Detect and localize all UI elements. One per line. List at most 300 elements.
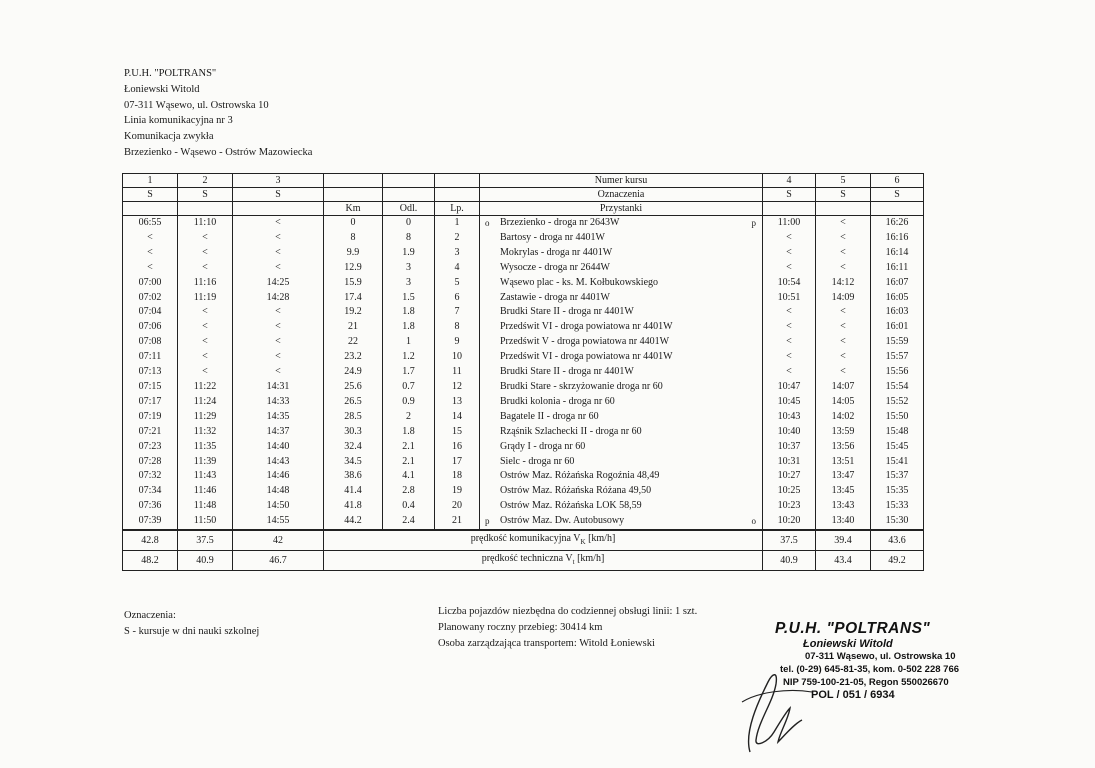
stop-name-cell [480,499,763,514]
mark-cell: S [763,188,816,202]
timetable-row [123,365,924,380]
distance-cell: 1.9 [383,246,435,261]
stop-name: Rząśnik Szlachecki II - droga nr 60 [500,425,642,437]
departure-time-cell: 07:32 [123,469,178,484]
departure-time-cell: 10:25 [763,484,816,499]
transport-manager-note: Osoba zarządzająca transportem: Witold Łoniewski [438,638,655,649]
blank-cell [324,188,383,202]
departure-time-cell: 14:33 [233,395,324,410]
stop-name: Brudki Stare II - droga nr 4401W [500,366,634,378]
course-number-cell: 4 [763,174,816,188]
blank-cell [233,202,324,216]
departure-time-cell: 13:47 [816,469,871,484]
departure-time-cell: 07:19 [123,410,178,425]
km-cell: 0 [324,216,383,231]
mark-cell: S [871,188,924,202]
departure-time-cell: 10:31 [763,455,816,470]
departure-time-cell: 11:50 [178,514,233,530]
technical-speed-label [324,551,763,571]
departure-time-cell: < [816,261,871,276]
stop-name-cell [480,335,763,350]
departure-time-cell: 15:48 [871,425,924,440]
distance-cell: 2.1 [383,440,435,455]
blank-cell [123,202,178,216]
departure-time-cell: 10:43 [763,410,816,425]
departure-time-cell: 11:46 [178,484,233,499]
km-cell: 9.9 [324,246,383,261]
departure-time-cell: 15:41 [871,455,924,470]
stop-mark-start: p [485,516,490,527]
speed-value: 40.9 [178,551,233,571]
distance-cell: 0 [383,216,435,231]
departure-time-cell: < [178,335,233,350]
departure-time-cell: < [233,320,324,335]
departure-time-cell: 07:11 [123,350,178,365]
departure-time-cell: 10:51 [763,291,816,306]
speed-value: 49.2 [871,551,924,571]
speed-label-sub: K [580,538,586,547]
stop-name: Ostrów Maz. Różańska Rogoźnia 48,49 [500,470,660,482]
departure-time-cell: < [233,335,324,350]
stop-name-cell [480,410,763,425]
km-cell: 17.4 [324,291,383,306]
departure-time-cell: < [233,365,324,380]
stop-number-cell: 5 [435,276,480,291]
document-header [124,66,312,161]
blank-cell [435,174,480,188]
stop-name: Brudki Stare - skrzyżowanie droga nr 60 [500,380,663,392]
stop-name-cell [480,469,763,484]
km-cell: 30.3 [324,425,383,440]
stop-name-cell [480,514,763,530]
stop-name-cell [480,425,763,440]
departure-time-cell: 14:46 [233,469,324,484]
km-cell: 41.8 [324,499,383,514]
stop-number-cell: 20 [435,499,480,514]
departure-time-cell: 07:39 [123,514,178,530]
distance-cell: 2.1 [383,455,435,470]
distance-cell: 2 [383,410,435,425]
blank-cell [324,174,383,188]
marks-row [123,188,924,202]
speed-label-unit: [km/h] [585,533,616,545]
distance-cell: 3 [383,261,435,276]
timetable-row [123,276,924,291]
km-cell: 19.2 [324,305,383,320]
departure-time-cell: < [816,350,871,365]
course-number-label: Numer kursu [480,174,763,188]
blank-cell [871,202,924,216]
stop-name-cell [480,484,763,499]
departure-time-cell: 10:40 [763,425,816,440]
departure-time-cell: < [816,305,871,320]
stamp-address: 07-311 Wąsewo, ul. Ostrowska 10 [805,651,956,662]
departure-time-cell: 14:28 [233,291,324,306]
km-cell: 15.9 [324,276,383,291]
departure-time-cell: 16:11 [871,261,924,276]
mark-cell: S [123,188,178,202]
departure-time-cell: 07:13 [123,365,178,380]
km-cell: 23.2 [324,350,383,365]
departure-time-cell: 15:52 [871,395,924,410]
stop-name: Ostrów Maz. Dw. Autobusowy [500,515,625,527]
blank-cell [816,202,871,216]
blank-cell [763,202,816,216]
departure-time-cell: 16:07 [871,276,924,291]
company-address: 07-311 Wąsewo, ul. Ostrowska 10 [124,99,269,111]
stop-number-cell: 6 [435,291,480,306]
handwritten-signature [728,662,818,757]
departure-time-cell: < [763,246,816,261]
departure-time-cell: 15:59 [871,335,924,350]
stop-name-cell [480,216,763,231]
departure-time-cell: 06:55 [123,216,178,231]
speed-value: 43.4 [816,551,871,571]
departure-time-cell: 11:39 [178,455,233,470]
departure-time-cell: 11:00 [763,216,816,231]
departure-time-cell: 14:12 [816,276,871,291]
route-name: Brzezienko - Wąsewo - Ostrów Mazowiecka [124,146,313,158]
departure-time-cell: 16:26 [871,216,924,231]
technical-speed-row [123,551,924,571]
departure-time-cell: 13:40 [816,514,871,530]
departure-time-cell: < [178,231,233,246]
stop-name: Brudki Stare II - droga nr 4401W [500,306,634,318]
departure-time-cell: 11:43 [178,469,233,484]
departure-time-cell: < [816,246,871,261]
departure-time-cell: 07:34 [123,484,178,499]
timetable-row [123,216,924,231]
stop-number-cell: 21 [435,514,480,530]
timetable-row [123,335,924,350]
departure-time-cell: 14:48 [233,484,324,499]
departure-time-cell: 07:36 [123,499,178,514]
departure-time-cell: 11:24 [178,395,233,410]
stop-number-cell: 15 [435,425,480,440]
departure-time-cell: < [816,365,871,380]
departure-time-cell: 15:50 [871,410,924,425]
mark-cell: S [233,188,324,202]
departure-time-cell: 11:32 [178,425,233,440]
km-cell: 25.6 [324,380,383,395]
departure-time-cell: 15:45 [871,440,924,455]
departure-time-cell: 10:27 [763,469,816,484]
stop-number-cell: 14 [435,410,480,425]
stop-number-cell: 10 [435,350,480,365]
speed-value: 42.8 [123,530,178,551]
departure-time-cell: < [763,261,816,276]
departure-time-cell: 07:21 [123,425,178,440]
speed-label-text: prędkość komunikacyjna V [470,533,581,545]
stop-name: Wąsewo plac - ks. M. Kołbukowskiego [500,276,659,288]
timetable-row [123,455,924,470]
column-header-row [123,202,924,216]
commercial-speed-row [123,530,924,551]
departure-time-cell: 07:08 [123,335,178,350]
departure-time-cell: < [123,261,178,276]
departure-time-cell: < [233,216,324,231]
departure-time-cell: < [123,246,178,261]
departure-time-cell: 16:01 [871,320,924,335]
stop-name: Ostrów Maz. Różańska LOK 58,59 [500,500,642,512]
stop-name: Mokrylas - droga nr 4401W [500,246,613,258]
stop-name: Bagatele II - droga nr 60 [500,410,599,422]
distance-cell: 0.7 [383,380,435,395]
departure-time-cell: 11:16 [178,276,233,291]
speed-value: 37.5 [178,530,233,551]
departure-time-cell: 11:48 [178,499,233,514]
timetable-row [123,410,924,425]
stamp-company: P.U.H. "POLTRANS" [775,620,931,637]
legend-title: Oznaczenia: [124,610,176,621]
departure-time-cell: 07:06 [123,320,178,335]
departure-time-cell: < [816,231,871,246]
course-number-cell: 1 [123,174,178,188]
speed-value: 42 [233,530,324,551]
speed-value: 40.9 [763,551,816,571]
departure-time-cell: 14:05 [816,395,871,410]
lp-header: Lp. [435,202,480,216]
departure-time-cell: < [233,305,324,320]
timetable [122,173,924,571]
timetable-row [123,499,924,514]
course-number-cell: 6 [871,174,924,188]
timetable-body [123,216,924,531]
stop-number-cell: 18 [435,469,480,484]
distance-cell: 0.9 [383,395,435,410]
stop-name-cell [480,395,763,410]
departure-time-cell: < [816,216,871,231]
stop-number-cell: 16 [435,440,480,455]
departure-time-cell: 10:45 [763,395,816,410]
stop-name-cell [480,246,763,261]
stop-name-cell [480,305,763,320]
stop-name: Przedświt V - droga powiatowa nr 4401W [500,336,670,348]
course-number-cell: 5 [816,174,871,188]
departure-time-cell: 07:02 [123,291,178,306]
distance-cell: 0.4 [383,499,435,514]
mark-cell: S [178,188,233,202]
departure-time-cell: 10:54 [763,276,816,291]
km-cell: 32.4 [324,440,383,455]
departure-time-cell: < [816,335,871,350]
stop-mark-end: p [751,218,756,228]
stop-name: Wysocze - droga nr 2644W [500,261,610,273]
stop-name-cell [480,291,763,306]
speed-value: 37.5 [763,530,816,551]
course-number-cell: 3 [233,174,324,188]
departure-time-cell: 11:22 [178,380,233,395]
stop-name-cell [480,380,763,395]
departure-time-cell: 14:43 [233,455,324,470]
distance-cell: 1.2 [383,350,435,365]
speed-value: 48.2 [123,551,178,571]
departure-time-cell: < [763,231,816,246]
km-cell: 22 [324,335,383,350]
stamp-code: POL / 051 / 6934 [811,689,895,701]
departure-time-cell: 13:56 [816,440,871,455]
stop-name: Brudki kolonia - droga nr 60 [500,395,615,407]
timetable-row [123,350,924,365]
departure-time-cell: < [178,350,233,365]
stop-name-cell [480,455,763,470]
timetable-row [123,484,924,499]
departure-time-cell: 07:17 [123,395,178,410]
stop-name-cell [480,320,763,335]
km-cell: 8 [324,231,383,246]
departure-time-cell: 14:40 [233,440,324,455]
departure-time-cell: 11:10 [178,216,233,231]
departure-time-cell: 13:45 [816,484,871,499]
distance-cell: 1.8 [383,425,435,440]
departure-time-cell: 16:03 [871,305,924,320]
distance-cell: 1.5 [383,291,435,306]
stop-name: Bartosy - droga nr 4401W [500,231,605,243]
departure-time-cell: < [178,305,233,320]
departure-time-cell: 16:14 [871,246,924,261]
departure-time-cell: < [763,335,816,350]
stop-number-cell: 8 [435,320,480,335]
stop-name-cell [480,261,763,276]
stop-number-cell: 19 [435,484,480,499]
departure-time-cell: 16:16 [871,231,924,246]
blank-cell [178,202,233,216]
legend-line: S - kursuje w dni nauki szkolnej [124,625,260,637]
departure-time-cell: 15:37 [871,469,924,484]
km-cell: 21 [324,320,383,335]
notes [438,604,697,652]
departure-time-cell: 15:54 [871,380,924,395]
km-cell: 26.5 [324,395,383,410]
blank-cell [383,188,435,202]
speed-label-sub: t [572,558,575,567]
speed-value: 43.6 [871,530,924,551]
departure-time-cell: 14:55 [233,514,324,530]
timetable-row [123,469,924,484]
timetable-row [123,425,924,440]
stop-mark-end: o [751,516,756,527]
course-number-cell: 2 [178,174,233,188]
distance-cell: 3 [383,276,435,291]
departure-time-cell: 07:00 [123,276,178,291]
departure-time-cell: < [763,350,816,365]
speed-value: 46.7 [233,551,324,571]
departure-time-cell: < [233,246,324,261]
departure-time-cell: 15:57 [871,350,924,365]
stop-name: Zastawie - droga nr 4401W [500,291,610,303]
departure-time-cell: 15:30 [871,514,924,530]
departure-time-cell: < [763,320,816,335]
departure-time-cell: < [763,305,816,320]
stop-name: Brzezienko - droga nr 2643W [500,217,620,228]
timetable-row [123,305,924,320]
speed-label-text: prędkość techniczna V [481,553,573,565]
timetable-row [123,380,924,395]
departure-time-cell: 07:04 [123,305,178,320]
course-number-row [123,174,924,188]
stop-name: Grądy I - droga nr 60 [500,440,586,452]
stop-name-cell [480,350,763,365]
company-name: P.U.H. "POLTRANS" [124,68,217,79]
km-header: Km [324,202,383,216]
speed-value: 39.4 [816,530,871,551]
km-cell: 44.2 [324,514,383,530]
annual-mileage-note: Planowany roczny przebieg: 30414 km [438,622,603,633]
stop-number-cell: 3 [435,246,480,261]
timetable-row [123,440,924,455]
km-cell: 28.5 [324,410,383,425]
timetable-row [123,320,924,335]
timetable-row [123,246,924,261]
distance-cell: 1 [383,335,435,350]
stamp-ids: NIP 759-100-21-05, Regon 550026670 [783,677,949,688]
distance-cell: 8 [383,231,435,246]
departure-time-cell: < [233,350,324,365]
departure-time-cell: 10:20 [763,514,816,530]
owner-name: Łoniewski Witold [124,83,200,95]
stop-number-cell: 9 [435,335,480,350]
vehicle-count-note: Liczba pojazdów niezbędna do codziennej obsługi linii: 1 szt. [438,606,698,617]
stop-number-cell: 11 [435,365,480,380]
departure-time-cell: < [178,261,233,276]
distance-cell: 2.8 [383,484,435,499]
departure-time-cell: 15:56 [871,365,924,380]
departure-time-cell: 10:23 [763,499,816,514]
distance-cell: 4.1 [383,469,435,484]
stop-name: Przedświt VI - droga powiatowa nr 4401W [500,351,673,363]
departure-time-cell: 15:35 [871,484,924,499]
km-cell: 41.4 [324,484,383,499]
timetable-row [123,231,924,246]
departure-time-cell: 10:47 [763,380,816,395]
distance-cell: 1.8 [383,320,435,335]
departure-time-cell: < [763,365,816,380]
departure-time-cell: 14:35 [233,410,324,425]
stops-header: Przystanki [480,202,763,216]
departure-time-cell: 13:51 [816,455,871,470]
stop-number-cell: 1 [435,216,480,231]
blank-cell [383,174,435,188]
km-cell: 34.5 [324,455,383,470]
speed-label-unit: [km/h] [574,553,605,565]
legend [124,608,259,639]
stop-name-cell [480,231,763,246]
commercial-speed-label [324,530,763,551]
distance-cell: 2.4 [383,514,435,530]
stop-number-cell: 17 [435,455,480,470]
stop-name: Przedświt VI - droga powiatowa nr 4401W [500,321,673,333]
departure-time-cell: 14:50 [233,499,324,514]
stop-number-cell: 2 [435,231,480,246]
timetable-row [123,291,924,306]
blank-cell [435,188,480,202]
stamp-phone: tel. (0-29) 645-81-35, kom. 0-502 228 766 [780,664,960,675]
stamp-owner: Łoniewski Witold [803,638,893,650]
departure-time-cell: 11:19 [178,291,233,306]
stop-number-cell: 4 [435,261,480,276]
stop-name-cell [480,365,763,380]
stop-name: Sielc - droga nr 60 [500,455,575,467]
distance-cell: 1.7 [383,365,435,380]
stop-number-cell: 12 [435,380,480,395]
line-number: Linia komunikacyjna nr 3 [124,115,233,127]
departure-time-cell: < [816,320,871,335]
timetable-row [123,261,924,276]
km-cell: 24.9 [324,365,383,380]
stop-name-cell [480,276,763,291]
stop-name: Ostrów Maz. Różańska Różana 49,50 [500,485,652,497]
timetable-row [123,395,924,410]
